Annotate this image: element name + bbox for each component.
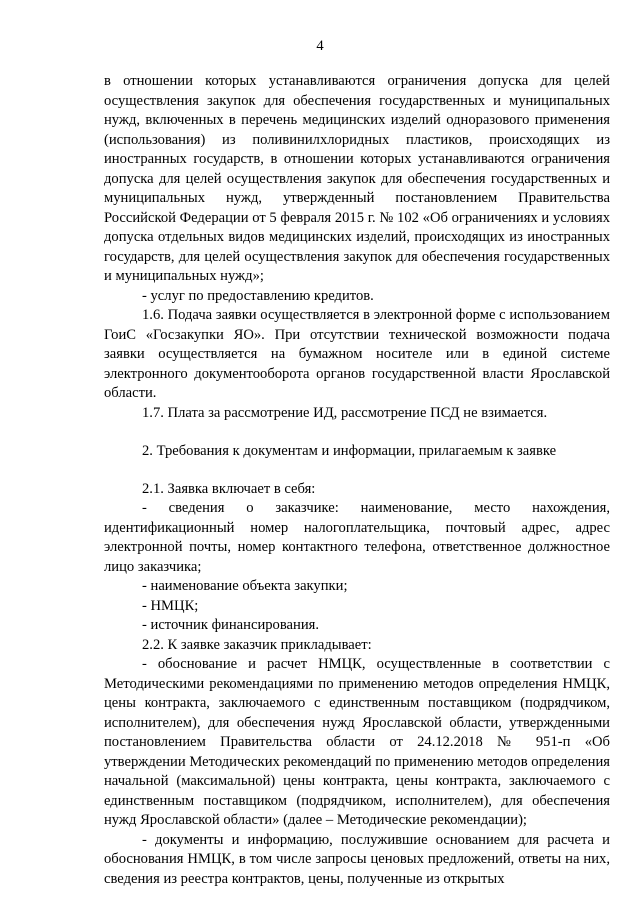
list-item-justification: - обоснование и расчет НМЦК, осуществленные в соответствии с Методическими рекомендациями по применению методов определения НМЦК, цены контракта, заключаемого с единственным поставщиком (подрядчиком, исполнителем), для обеспечения нужд Ярославской области, утвержденными постановлением Правительства области от 24.12.2018 № 951-п «Об утверждении Методических рекомендаций по применению методов определения начальной (максимальной) цены контракта, цены контракта, заключаемого с единственным поставщиком (подрядчиком, исполнителем), для обеспечения нужд Ярославской области» (далее – Методические рекомендации); — [104, 656, 610, 828]
document-body — [104, 72, 610, 889]
paragraph-credits: - услуг по предоставлению кредитов. — [142, 287, 374, 304]
paragraph-2-2: 2.2. К заявке заказчик прикладывает: — [142, 636, 372, 653]
paragraph-1-6: 1.6. Подача заявки осуществляется в электронной форме с использованием ГоиС «Госзакупки ЯО». При отсутствии технической возможности подача заявки осуществляется на бумажном носителе или в единой системе электронного документооборота органов государственной власти Ярославской области. — [104, 307, 610, 401]
paragraph-1-7: 1.7. Плата за рассмотрение ИД, рассмотрение ПСД не взимается. — [142, 404, 548, 421]
list-item-documents: - документы и информацию, послужившие основанием для расчета и обоснования НМЦК, в том числе запросы ценовых предложений, ответы на них, сведения из реестра контрактов, цены, полученные из открытых — [104, 831, 610, 887]
section-2-heading: 2. Требования к документам и информации, прилагаемым к заявке — [142, 443, 557, 459]
list-item-object-name: - наименование объекта закупки; — [142, 578, 348, 594]
list-item-funding-source: - источник финансирования. — [142, 617, 319, 633]
list-item-customer-info: - сведения о заказчике: наименование, место нахождения, идентификационный номер налогоплательщика, почтовый адрес, адрес электронной почты, номер контактного телефона, ответственное должностное лицо заказчика; — [104, 500, 610, 575]
list-item-nmck: - НМЦК; — [142, 597, 199, 614]
paragraph-2-1: 2.1. Заявка включает в себя: — [142, 480, 316, 497]
paragraph-continuation: в отношении которых устанавливаются ограничения допуска для целей осуществления закупок для обеспечения государственных и муниципальных нужд, включенных в перечень медицинских изделий одноразового применения (использования) из поливинилхлоридных пластиков, происходящих из иностранных государств, в отношении которых устанавливаются ограничения допуска для целей осуществления закупок для обеспечения государственных и муниципальных нужд, утвержденный постановлением Правительства Российской Федерации от 5 февраля 2015 г. № 102 «Об ограничениях и условиях допуска отдельных видов медицинских изделий, происходящих из иностранных государств, для целей осуществления закупок для обеспечения государственных и муниципальных нужд»; — [104, 73, 610, 284]
page-number: 4 — [316, 38, 324, 54]
